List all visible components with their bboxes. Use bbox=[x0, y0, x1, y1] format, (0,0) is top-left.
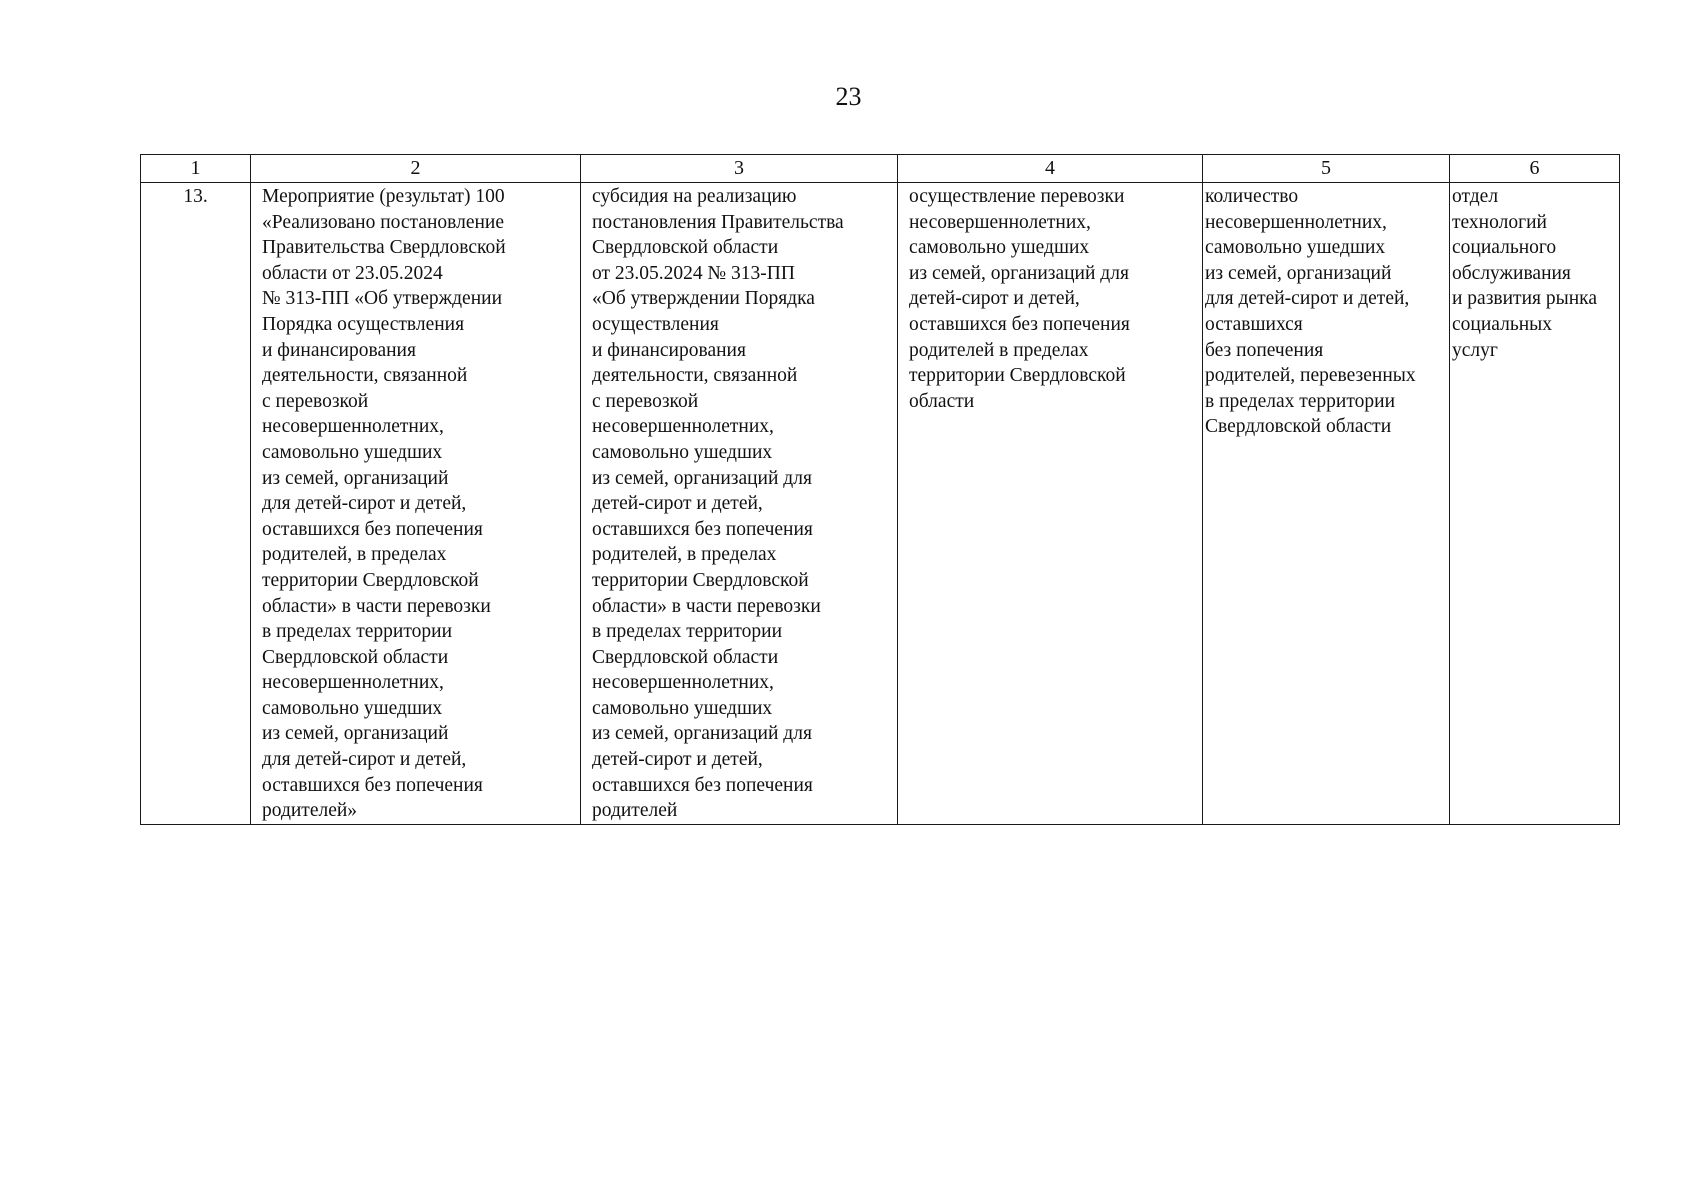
description-cell: осуществление перевозки несовершеннолетних, самовольно ушедших из семей, организаций для детей-сирот и детей, оставшихся без попечения родителей в пределах территории Свердловской области bbox=[898, 183, 1203, 825]
indicator-cell: количество несовершеннолетних, самовольно ушедших из семей, организаций для детей-сирот и детей, оставшихся без попечения родителей, перевезенных в пределах территории Свердловской области bbox=[1203, 183, 1450, 825]
row-number-cell: 13. bbox=[141, 183, 251, 825]
table-row bbox=[141, 183, 1620, 825]
subsidy-cell: субсидия на реализацию постановления Правительства Свердловской области от 23.05.2024 № 313-ПП «Об утверждении Порядка осуществления и финансирования деятельности, связанной с перевозкой несовершеннолетних, самовольно ушедших из семей, организаций для детей-сирот и детей, оставшихся без попечения родителей, в пределах территории Свердловской области» в части перевозки в пределах территории Свердловской области несовершеннолетних, самовольно ушедших из семей, организаций для детей-сирот и детей, оставшихся без попечения родителей bbox=[581, 183, 898, 825]
page-number: 23 bbox=[835, 82, 862, 111]
column-header-5: 5 bbox=[1203, 155, 1450, 183]
column-header-6: 6 bbox=[1450, 155, 1620, 183]
column-header-4: 4 bbox=[898, 155, 1203, 183]
column-header-3: 3 bbox=[581, 155, 898, 183]
column-header-2: 2 bbox=[251, 155, 581, 183]
activity-cell: Мероприятие (результат) 100 «Реализовано постановление Правительства Свердловской области от 23.05.2024 № 313-ПП «Об утверждении Порядка осуществления и финансирования деятельности, связанной с перевозкой несовершеннолетних, самовольно ушедших из семей, организаций для детей-сирот и детей, оставшихся без попечения родителей, в пределах территории Свердловской области» в части перевозки в пределах территории Свердловской области несовершеннолетних, самовольно ушедших из семей, организаций для детей-сирот и детей, оставшихся без попечения родителей» bbox=[251, 183, 581, 825]
column-header-1: 1 bbox=[141, 155, 251, 183]
table-header-row bbox=[141, 155, 1620, 183]
plan-table bbox=[140, 154, 1620, 825]
responsible-cell: отдел технологий социального обслуживания и развития рынка социальных услуг bbox=[1450, 183, 1620, 825]
